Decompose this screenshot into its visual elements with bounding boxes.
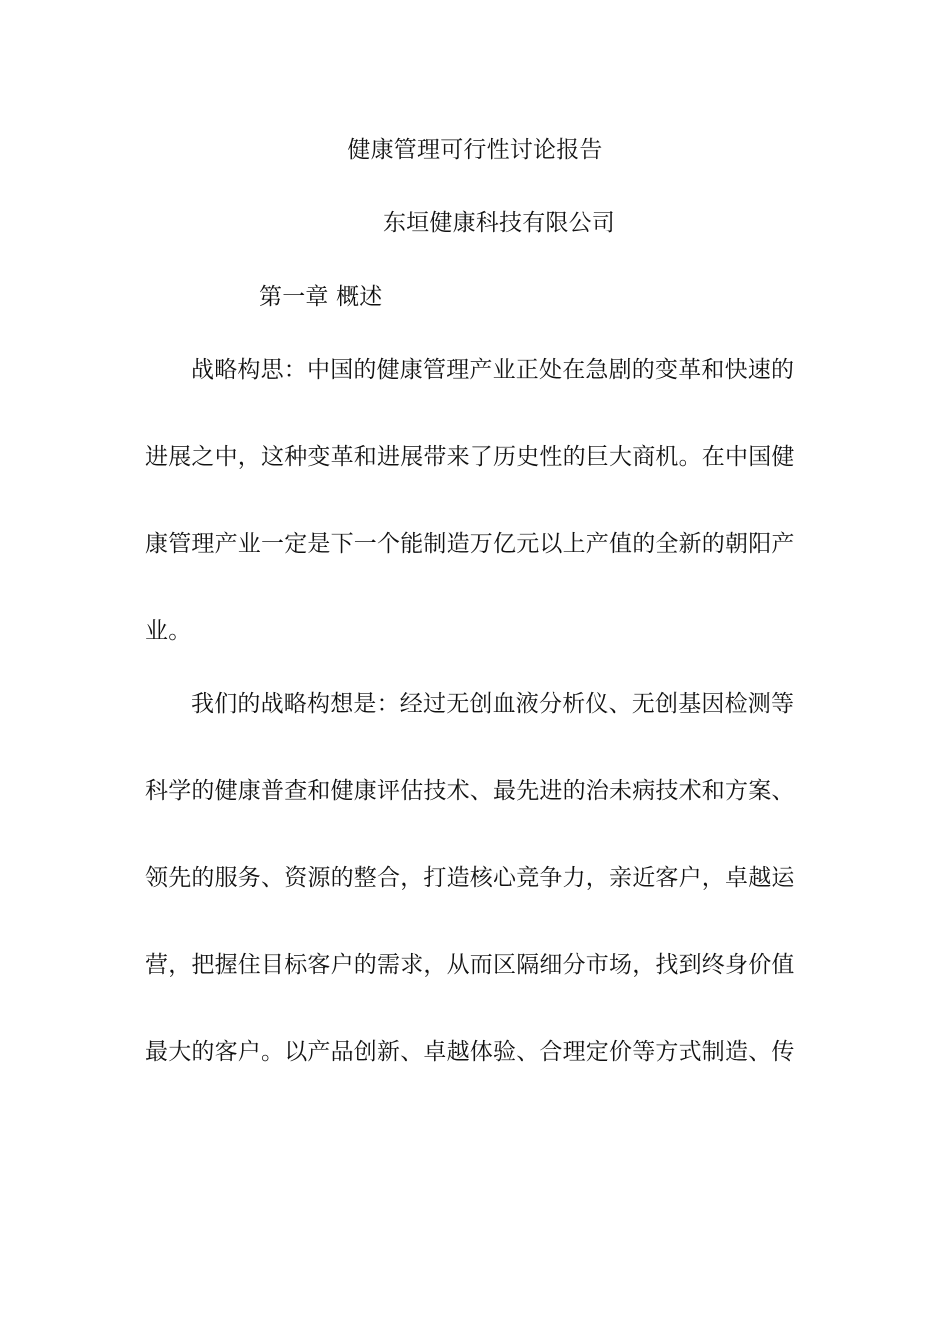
document-title: 健康管理可行性讨论报告: [347, 137, 603, 163]
paragraph-1-line-1: 战略构思：中国的健康管理产业正处在急剧的变革和快速的: [191, 357, 795, 383]
paragraph-2-line-4: 营，把握住目标客户的需求，从而区隔细分市场，找到终身价值: [145, 952, 795, 978]
chapter-heading: 第一章 概述: [259, 284, 383, 310]
paragraph-2-line-3: 领先的服务、资源的整合，打造核心竞争力，亲近客户，卓越运: [145, 865, 795, 891]
paragraph-1-line-2: 进展之中，这种变革和进展带来了历史性的巨大商机。在中国健: [145, 444, 795, 470]
paragraph-1-line-3: 康管理产业一定是下一个能制造万亿元以上产值的全新的朝阳产: [145, 531, 795, 557]
paragraph-1-line-4: 业。: [145, 618, 192, 644]
company-name: 东垣健康科技有限公司: [383, 210, 615, 236]
paragraph-2-line-1: 我们的战略构想是：经过无创血液分析仪、无创基因检测等: [191, 691, 795, 717]
paragraph-2-line-5: 最大的客户。以产品创新、卓越体验、合理定价等方式制造、传: [145, 1039, 795, 1065]
paragraph-2-line-2: 科学的健康普查和健康评估技术、最先进的治未病技术和方案、: [145, 778, 795, 804]
